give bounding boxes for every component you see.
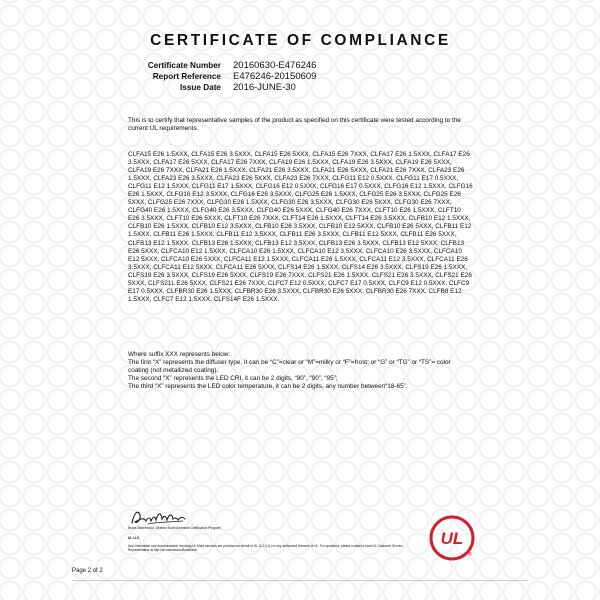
meta-value: 2016-JUNE-30 xyxy=(233,82,296,93)
meta-row-report-reference xyxy=(118,71,483,82)
certificate-sheet xyxy=(118,0,483,600)
suffix-line-third: The third “X” represents the LED color temperature, it can be 2 digits, any number between“18-65”. xyxy=(128,383,408,390)
signature-caption: Bruce Mahrenholz, Director North American Certification Program xyxy=(128,526,221,530)
bottom-divider xyxy=(72,580,528,581)
fineprint-disclaimer: Any information and documentation involving UL Mark services are provided on behalf of UL LLC (UL) or any authorized licensee of UL. For questions, please contact a local UL Customer Service Representative at http://ul.com/aboutul/locations/ xyxy=(128,544,403,553)
meta-label: Report Reference xyxy=(152,72,221,81)
organization-name: UL LLC xyxy=(128,536,140,540)
ul-logo-text: UL xyxy=(440,529,464,548)
meta-value: E476246-20150609 xyxy=(233,71,317,82)
suffix-intro: Where suffix XXX represents below: xyxy=(128,351,231,358)
suffix-explanation xyxy=(128,351,473,391)
meta-label: Issue Date xyxy=(180,83,221,92)
suffix-line-second: The second “X” represents the LED CRI, it can be 2 digits, “80”, “90”, “95”; xyxy=(128,375,338,382)
page-number: Page 2 of 2 xyxy=(72,568,103,574)
meta-value: 20160630-E476246 xyxy=(233,60,317,71)
certification-statement: This is to certify that representative samples of the product as specified on this certificate were tested according to the current UL requirements. xyxy=(128,117,461,132)
meta-row-issue-date xyxy=(118,82,483,93)
model-list: CLFA15 E26 1.5XXX, CLFA15 E26 3.5XXX, CLFA15 E26 5XXX, CLFA15 E26 7XXX, CLFA17 E26 1.5XXX, CLFA17 E26 3.5XXX, CLFA17 E26 5XXX, CLFA17 E26 7XXX, CLFA19 E26 1.5XXX, CLFA19 E26 3.5XXX, CLFA19 E26 5XXX, CLFA19 E26 7XXX, CLFA21 E26 1.5XXX, CLFA21 E26 3.5XXX, CLFA21 E26 5XXX, CLFA21 E26 7XXX, CLFA23 E26 1.5XXX, CLFA23 E26 3.5XXX, CLFA23 E26 5XXX, CLFA23 E26 7XXX, CLFG11 E12 0.5XXX, CLFG11 E17 0.5XXX, CLFG11 E12 1.5XXX, CLFG11 E17 1.5XXX, CLFG16 E12 0.5XXX, CLFG16 E17 0.5XXX, CLFG16 E12 1.5XXX, CLFG16 E26 1.5XXX, CLFG16 E12 3.5XXX, CLFG16 E26 3.5XXX, CLFG25 E26 1.5XXX, CLFG25 E26 3.5XXX, CLFG25 E26 5XXX, CLFG25 E26 7XXX, CLFG30 E26 1.5XXX, CLFG30 E26 3.5XXX, CLFG30 E26 5XXX, CLFG30 E26 7XXX, CLFG40 E26 1.5XXX, CLFG40 E26 3.5XXX, CLFG40 E26 5XXX, CLFG40 E26 7XXX, CLFT10 E26 1.5XXX, CLFT10 E26 3.5XXX, CLFT10 E26 5XXX, CLFT10 E26 7XXX, CLFT14 E26 1.5XXX, CLFT14 E26 3.5XXX, CLFB10 E12 1.5XXX, CLFB10 E26 1.5XXX, CLFB10 E12 3.5XXX, CLFB10 E26 3.5XXX, CLFB10 E12 5XXX, CLFB10 E26 5XXX, CLFB11 E12 1.5XXX, CLFB11 E26 1.5XXX, CLFB11 E12 3.5XXX, CLFB11 E26 3.5XXX, CLFB11 E12 5XXX, CLFB11 E26 5XXX, CLFB13 E12 1.5XXX, CLFB13 E26 1.5XXX, CLFB13 E12 3.5XXX, CLFB13 E26 3.5XXX, CLFB13 E12 5XXX, CLFB13 E26 5XXX, CLFCA10 E12 1.5XXX, CLFCA10 E26 1.5XXX, CLFCA10 E12 3.5XXX, CLFCA10 E26 3.5XXX, CLFCA10 E12 5XXX, CLFCA10 E26 5XXX, CLFCA11 E12 1.5XXX, CLFCA11 E26 1.5XXX, CLFCA11 E12 3.5XXX, CLFCA11 E26 3.5XXX, CLFCA11 E12 5XXX, CLFCA11 E26 5XXX, CLFS14 E26 1.5XXX, CLFS14 E26 3.5XXX, CLFS19 E26 1.5XXX, CLFS19 E26 3.5XXX, CLFS19 E26 5XXX, CLFS19 E26 7XXX, CLFS21 E26 1.5XXX, CLFS21 E26 3.5XXX, CLFS21 E26 5XXX, CLFS21L E26 5XXX, CLFS21 E26 7XXX, CLFC7 E12 0.5XXX, CLFC7 E17 0.5XXX, CLFC9 E12 0.5XXX, CLFC9 E17 0.5XXX, CLFBR30 E26 1.5XXX, CLFBR30 E26 3.5XXX, CLFBR30 E26 5XXX, CLFBR30 E26 7XXX, CLFB8 E12 1.5XXX, CLFC7 E12 1.5XXX, CLFS14F E26 1.5XXX. xyxy=(128,151,473,303)
meta-label: Certificate Number xyxy=(147,61,221,70)
certificate-title: CERTIFICATE OF COMPLIANCE xyxy=(150,32,451,49)
certificate-meta xyxy=(118,60,483,93)
svg-text:®: ® xyxy=(468,552,472,558)
suffix-line-first: The first “X” represents the diffuser type, it can be “C”=clear or “M”=milky or “F”=frost; or “G” or “TG” or “TS”= color coating (not metallized coating). xyxy=(128,359,451,374)
ul-logo-icon xyxy=(429,515,475,561)
meta-row-certificate-number xyxy=(118,60,483,71)
